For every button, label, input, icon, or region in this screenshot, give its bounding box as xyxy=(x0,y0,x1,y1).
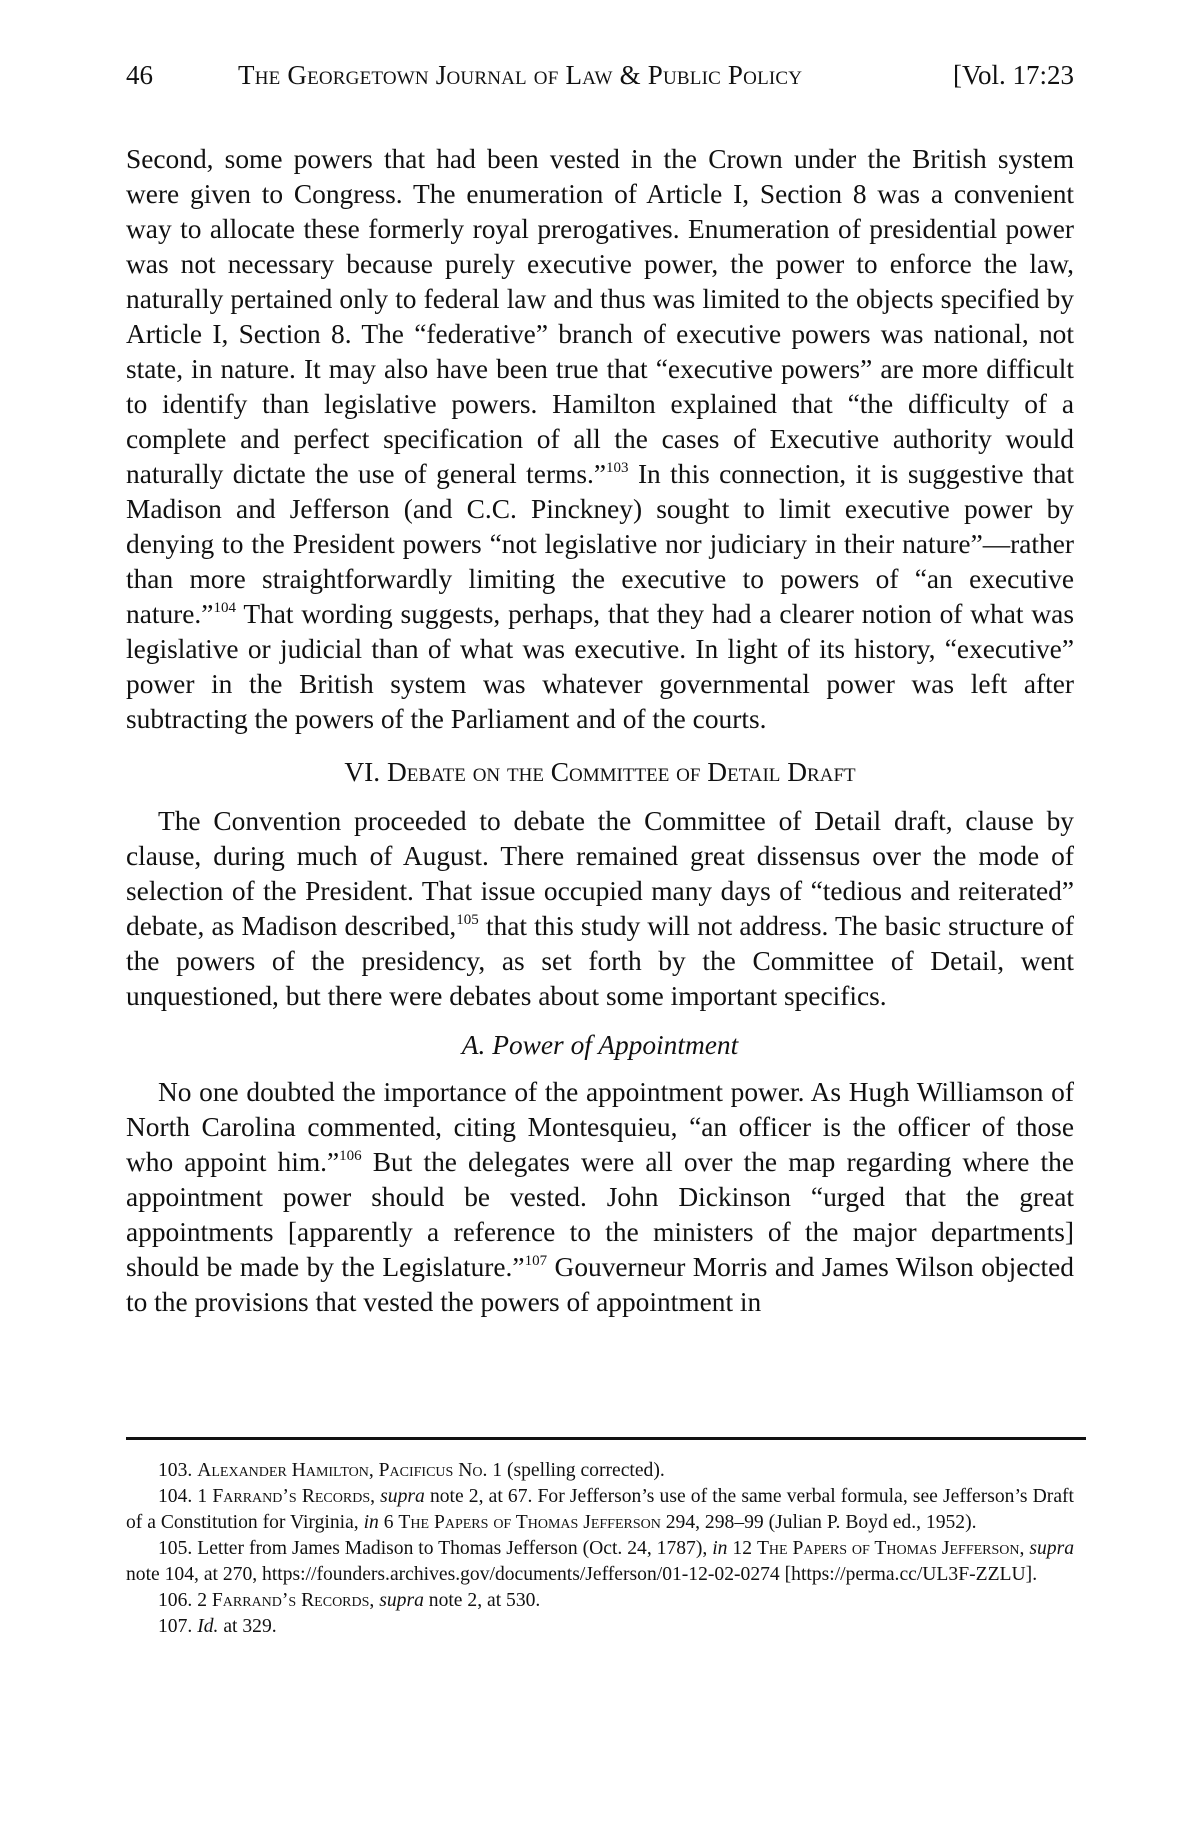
footnote-text: , xyxy=(369,1590,380,1611)
footnote-number: 104. xyxy=(158,1486,193,1507)
page-number: 46 xyxy=(126,60,153,90)
journal-title: The Georgetown Journal of Law & Public Policy xyxy=(238,60,803,90)
footnote-signal: supra xyxy=(380,1486,425,1507)
paragraph-convention-debate xyxy=(126,804,1074,1014)
footnote-103 xyxy=(126,1458,1074,1484)
running-head xyxy=(126,58,1074,92)
paragraph-text: Second, some powers that had been vested in the Crown under the British system were given to Congress. The enumeration of Article I, Section 8 was a convenient way to allocate these formerly royal prerogatives. Enumeration of presidential power was not necessary because purely executive power, the power to enforce the law, naturally pertained only to federal law and thus was limited to the objects specified by Article I, Section 8. The “federative” branch of executive powers was national, not state, in nature. It may also have been true that “executive powers” are more difficult to identify than legislative powers. Hamilton explained that “the difficulty of a complete and perfect specification of all the cases of Executive authority would naturally dictate the use of general terms.” xyxy=(126,144,1074,489)
footnote-text: 294, 298–99 (Julian P. Boyd ed., 1952). xyxy=(660,1512,977,1533)
footnote-text: 1 (spelling corrected). xyxy=(487,1460,665,1481)
footnote-signal: in xyxy=(712,1538,728,1559)
volume-citation: [Vol. 17:23 xyxy=(952,60,1074,90)
footnote-text: 1 xyxy=(192,1486,213,1507)
subsection-heading: A. Power of Appointment xyxy=(461,1030,739,1060)
footnote-source: Alexander Hamilton, Pacificus No. xyxy=(197,1460,488,1481)
footnote-signal: supra xyxy=(1029,1538,1075,1559)
footnote-text: 6 xyxy=(378,1512,399,1533)
footnote-signal: Id. xyxy=(197,1616,219,1637)
footnote-ref-106[interactable]: 106 xyxy=(339,1148,362,1164)
footnote-ref-105[interactable]: 105 xyxy=(456,912,479,928)
footnote-105 xyxy=(126,1536,1074,1588)
article-body xyxy=(126,142,1074,1320)
footnote-ref-103[interactable]: 103 xyxy=(606,460,629,476)
footnote-source: The Papers of Thomas Jefferson xyxy=(756,1538,1020,1559)
paragraph-text: In this connection, it is suggestive that Madison and Jefferson (and C.C. Pinckney) sought to limit executive power by denying to the President powers “not legislative nor judiciary in their nature”—rather than more straightforwardly limiting the executive to powers of “an executive nature.” xyxy=(126,459,1074,629)
footnote-text: note 2, at 67. For Jefferson’s use of the same verbal formula, see Jefferson’s Draft of a Constitution for Virginia, xyxy=(126,1486,1074,1533)
footnote-text: at 329. xyxy=(218,1616,277,1637)
footnotes xyxy=(126,1458,1074,1640)
footnote-number: 107. xyxy=(158,1616,193,1637)
footnote-text: note 2, at 530. xyxy=(423,1590,541,1611)
footnote-signal: in xyxy=(363,1512,379,1533)
footnote-source: Farrand’s Records xyxy=(212,1486,371,1507)
footnote-ref-104[interactable]: 104 xyxy=(213,600,236,616)
footnote-106 xyxy=(126,1588,1074,1614)
footnote-text: , xyxy=(370,1486,381,1507)
footnote-number: 103. xyxy=(158,1460,193,1481)
section-heading: VI. Debate on the Committee of Detail Draft xyxy=(344,757,856,787)
footnote-text: [https://perma.cc/UL3F-ZZLU]. xyxy=(779,1564,1038,1585)
footnote-text: 12 xyxy=(727,1538,757,1559)
paragraph-executive-powers xyxy=(126,142,1074,737)
paragraph-text: that this study will not address. The basic structure of the powers of the presidency, as set forth by the Committee of Detail, went unquestioned, but there were debates about some important specifics. xyxy=(126,911,1074,1011)
paragraph-appointment-power xyxy=(126,1075,1074,1320)
paragraph-text: Gouverneur Morris and James Wilson objected to the provisions that vested the powers of appointment in xyxy=(126,1252,1074,1317)
footnote-number: 105. xyxy=(158,1538,193,1559)
footnote-number: 106. xyxy=(158,1590,193,1611)
footnote-source: Farrand’s Records xyxy=(211,1590,370,1611)
footnote-107 xyxy=(126,1614,1074,1640)
footnote-104 xyxy=(126,1484,1074,1536)
footnote-text: note 104, at 270, xyxy=(126,1564,263,1585)
footnote-source: The Papers of Thomas Jefferson xyxy=(398,1512,661,1533)
footnote-ref-107[interactable]: 107 xyxy=(524,1253,548,1269)
paragraph-text: The Convention proceeded to debate the Committee of Detail draft, clause by clause, during much of August. There remained great dissensus over the mode of selection of the President. That issue occupied many days of “tedious and reiterated” debate, as Madison described, xyxy=(126,806,1074,941)
footnote-link[interactable]: https://founders.archives.gov/documents/Jefferson/01-12-02-0274 xyxy=(262,1564,780,1585)
footnote-text: , xyxy=(1019,1538,1030,1559)
paragraph-text: No one doubted the importance of the appointment power. As Hugh Williamson of North Carolina commented, citing Montesquieu, “an officer is the officer of those who appoint him.” xyxy=(126,1077,1074,1177)
footnote-text: 2 xyxy=(192,1590,212,1611)
paragraph-text: That wording suggests, perhaps, that they had a clearer notion of what was legislative or judicial than of what was executive. In light of its history, “executive” power in the British system was whatever governmental power was left after subtracting the powers of the Parliament and of the courts. xyxy=(126,599,1074,734)
footnote-divider xyxy=(126,1437,1086,1440)
footnote-text: Letter from James Madison to Thomas Jefferson (Oct. 24, 1787), xyxy=(192,1538,713,1559)
footnote-signal: supra xyxy=(379,1590,424,1611)
paragraph-text: But the delegates were all over the map regarding where the appointment power should be vested. John Dickinson “urged that the great appointments [apparently a reference to the ministers of the major departments] should be made by the Legislature.” xyxy=(126,1147,1074,1282)
